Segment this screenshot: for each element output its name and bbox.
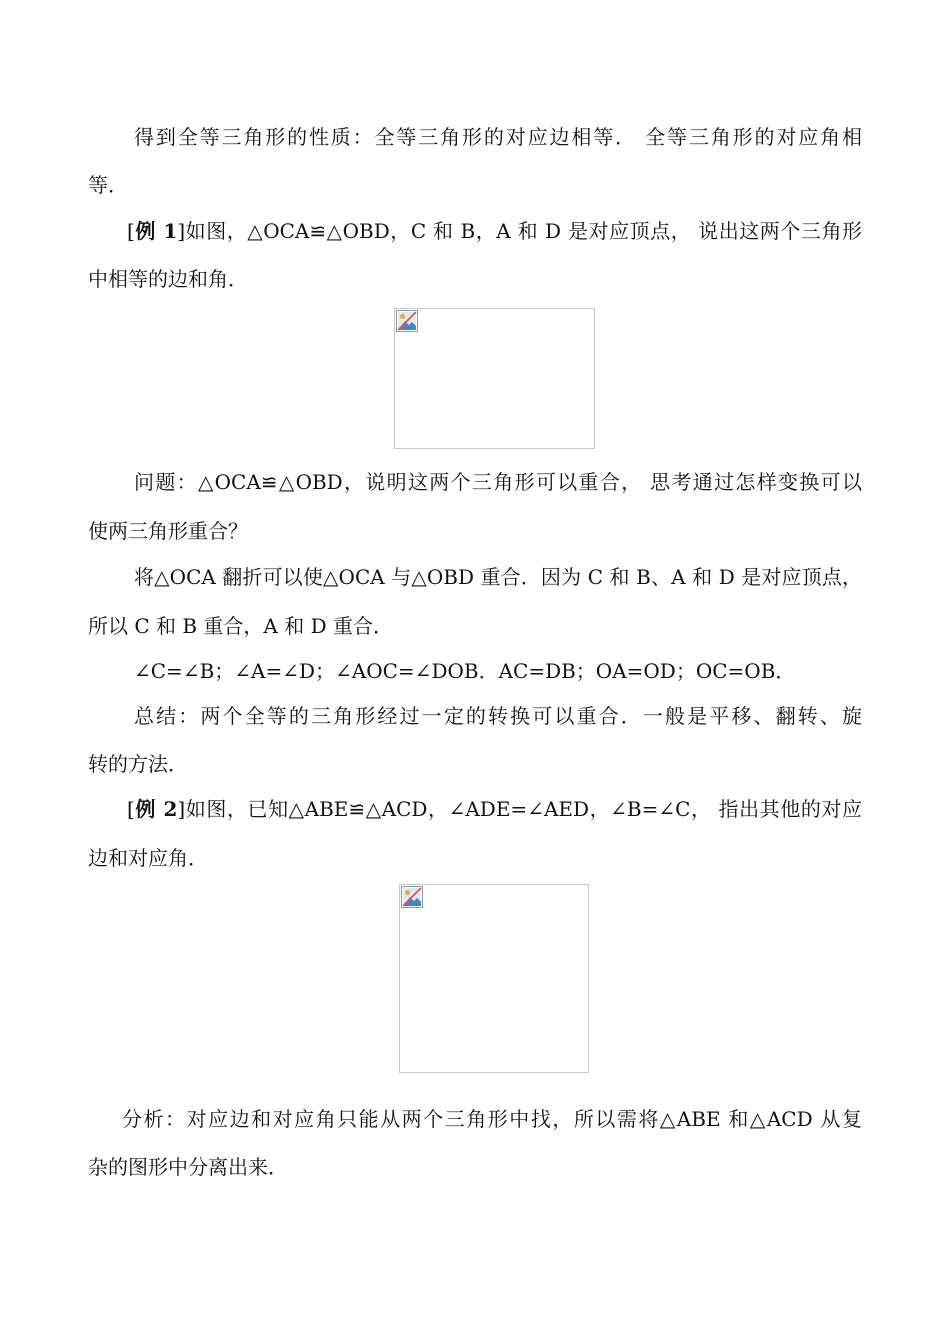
analysis-line2: 杂的图形中分离出来． bbox=[88, 1155, 288, 1179]
example2-open-bracket: [ bbox=[127, 797, 135, 821]
answer-line1: 将△OCA 翻折可以使△OCA 与△OBD 重合．因为 C 和 B、A 和 D 是对应顶点， bbox=[134, 565, 862, 589]
summary-line1: 总结：两个全等的三角形经过一定的转换可以重合．一般是平移、翻转、旋 bbox=[134, 704, 862, 728]
example1-line1 bbox=[127, 218, 862, 244]
example1-text: ]如图，△OCA≌△OBD，C 和 B，A 和 D 是对应顶点， 说出这两个三角形 bbox=[177, 219, 862, 243]
broken-image-icon bbox=[396, 310, 418, 332]
figure-2-placeholder bbox=[399, 884, 589, 1073]
figure-1-placeholder bbox=[394, 308, 595, 449]
question-line1: 问题：△OCA≌△OBD，说明这两个三角形可以重合， 思考通过怎样变换可以 bbox=[134, 470, 862, 494]
paragraph-property-line2: 等． bbox=[88, 173, 128, 197]
example1-line2: 中相等的边和角． bbox=[88, 267, 248, 291]
analysis-line1: 分析：对应边和对应角只能从两个三角形中找，所以需将△ABE 和△ACD 从复 bbox=[122, 1107, 862, 1131]
answer-line2: 所以 C 和 B 重合，A 和 D 重合． bbox=[88, 614, 393, 638]
example2-label: 例 2 bbox=[134, 797, 178, 821]
paragraph-property-line1: 得到全等三角形的性质：全等三角形的对应边相等． 全等三角形的对应角相 bbox=[134, 125, 862, 149]
broken-image-icon bbox=[401, 886, 423, 908]
example2-line1 bbox=[127, 796, 862, 822]
example1-label: 例 1 bbox=[134, 219, 178, 243]
example1-open-bracket: [ bbox=[127, 219, 135, 243]
question-line2: 使两三角形重合？ bbox=[88, 519, 248, 543]
equalities-line: ∠C=∠B；∠A=∠D；∠AOC=∠DOB．AC=DB；OA=OD；OC=OB． bbox=[134, 659, 796, 683]
summary-line2: 转的方法． bbox=[88, 752, 188, 776]
example2-line2: 边和对应角． bbox=[88, 846, 208, 870]
example2-text: ]如图，已知△ABE≌△ACD，∠ADE=∠AED，∠B=∠C， 指出其他的对应 bbox=[177, 797, 862, 821]
